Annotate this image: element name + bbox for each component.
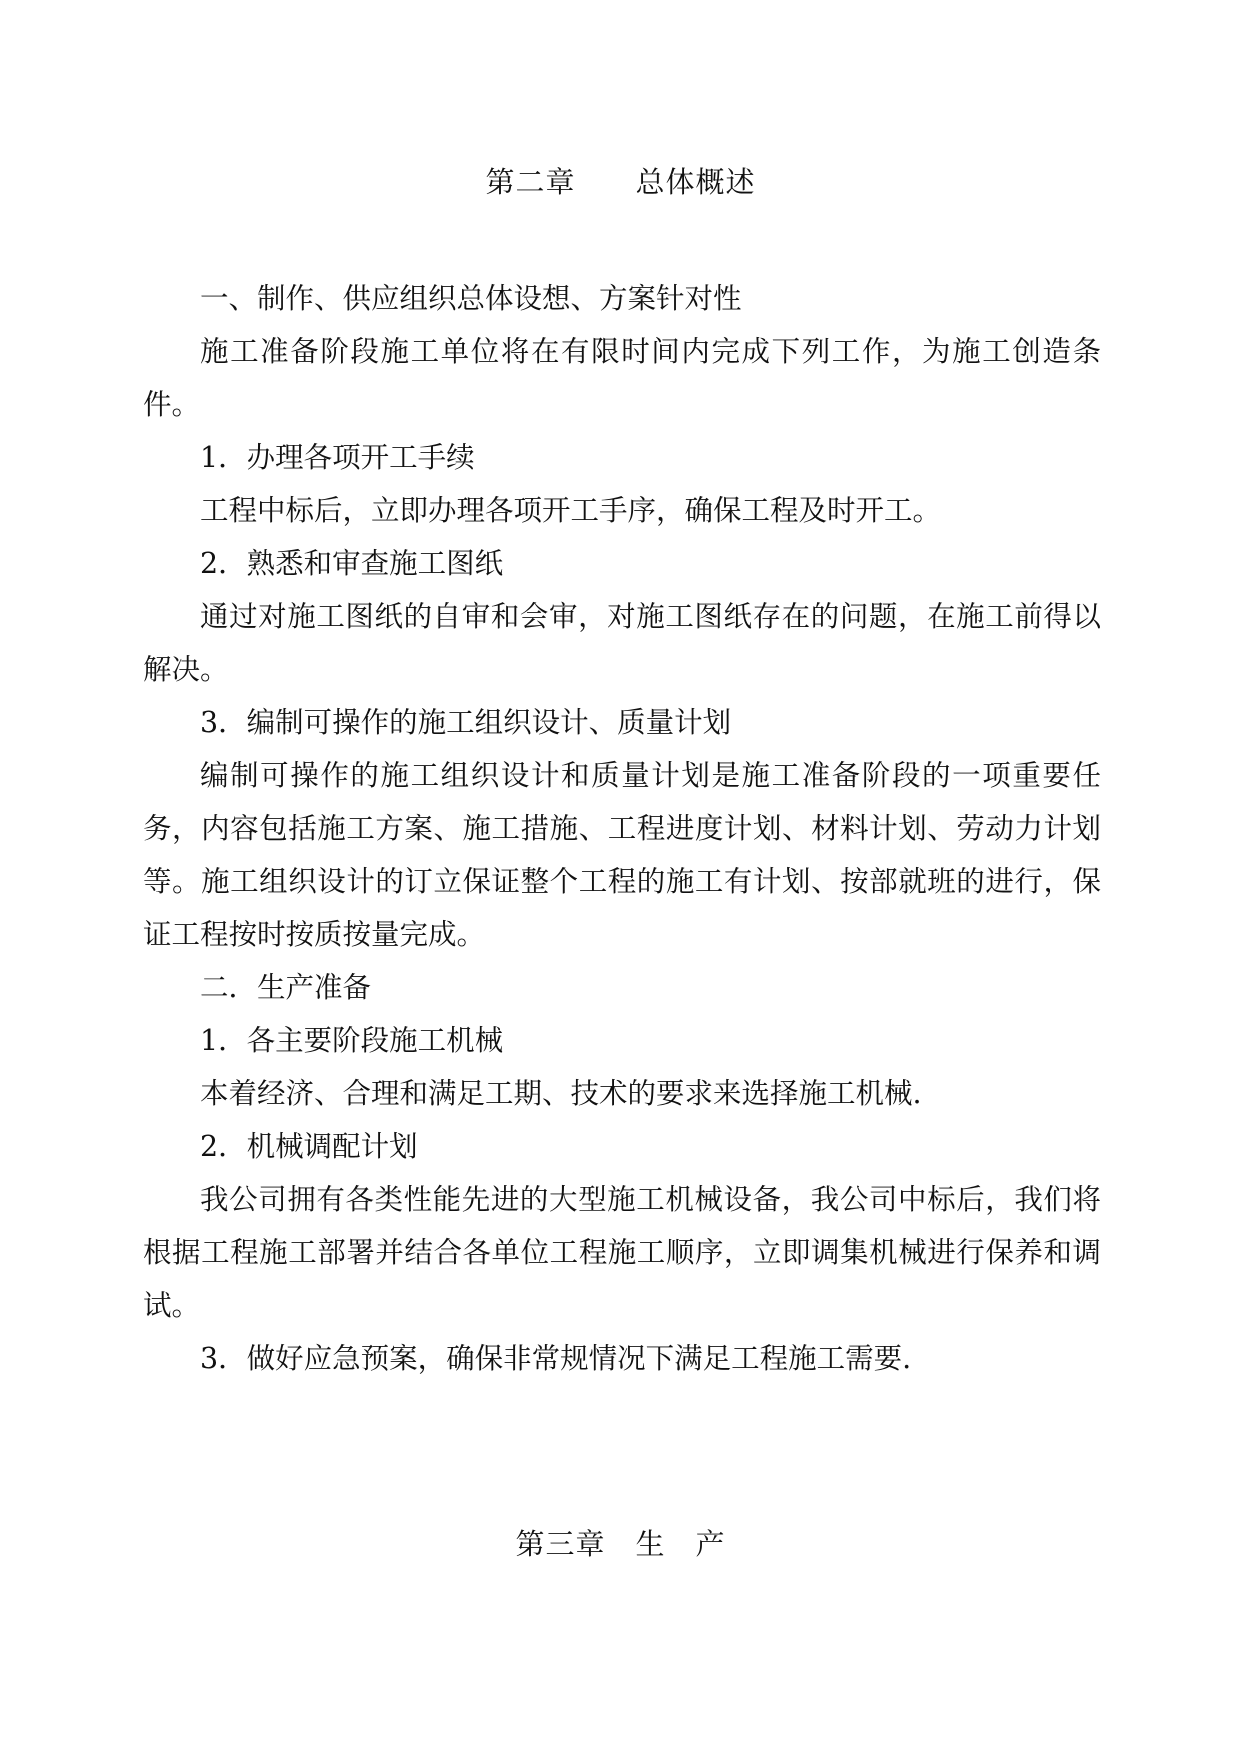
chapter-3-title: 第三章 生 产 [515,1527,726,1561]
section-2-item-2-heading: 2．机械调配计划 [200,1130,418,1163]
section-2-item-2-text: 我公司拥有各类性能先进的大型施工机械设备，我公司中标后，我们将根据工程施工部署并结合各单位工程施工顺序，立即调集机械进行保养和调试。 [143,1183,1101,1322]
section-1-item-1-text: 工程中标后，立即办理各项开工手序，确保工程及时开工。 [200,494,942,527]
section-1-item-1-heading: 1．办理各项开工手续 [200,441,475,474]
chapter-2-title: 第二章 总体概述 [485,165,756,199]
section-1-intro: 施工准备阶段施工单位将在有限时间内完成下列工作，为施工创造条件。 [143,335,1101,421]
section-1-item-3-heading: 3．编制可操作的施工组织设计、质量计划 [200,706,732,739]
section-2-item-1-text: 本着经济、合理和满足工期、技术的要求来选择施工机械. [200,1077,922,1110]
section-2-item-3-heading: 3．做好应急预案，确保非常规情况下满足工程施工需要. [200,1342,912,1375]
section-2-heading: 二．生产准备 [200,971,372,1004]
section-1-item-2-heading: 2．熟悉和审查施工图纸 [200,547,504,580]
section-2-item-1-heading: 1．各主要阶段施工机械 [200,1024,504,1057]
section-1-heading: 一、制作、供应组织总体设想、方案针对性 [200,282,742,315]
section-1-item-2-text: 通过对施工图纸的自审和会审，对施工图纸存在的问题，在施工前得以解决。 [143,600,1101,686]
section-1-item-3-text: 编制可操作的施工组织设计和质量计划是施工准备阶段的一项重要任务，内容包括施工方案、施工措施、工程进度计划、材料计划、劳动力计划等。施工组织设计的订立保证整个工程的施工有计划、按部就班的进行，保证工程按时按质按量完成。 [143,759,1101,951]
document-body [143,272,1101,1385]
